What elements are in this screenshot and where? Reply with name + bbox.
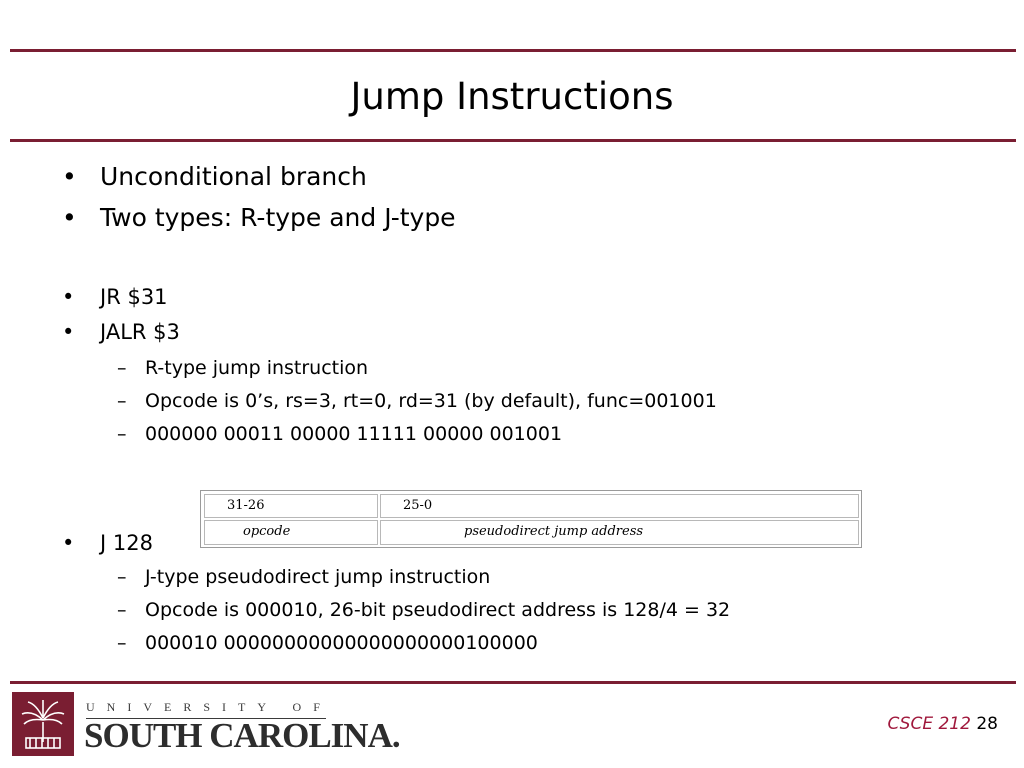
sub-bullet-item xyxy=(117,597,731,623)
sub-bullet-item xyxy=(117,355,369,381)
title-divider xyxy=(10,139,1016,142)
logo-university-text: UNIVERSITY OF xyxy=(86,700,332,714)
dash-marker: – xyxy=(117,566,127,588)
slide-footer xyxy=(888,714,999,734)
footer-rule xyxy=(10,681,1016,684)
dash-marker: – xyxy=(117,390,127,412)
dash-marker: – xyxy=(117,423,127,445)
sub-bullet-item xyxy=(117,421,563,447)
dash-marker: – xyxy=(117,632,127,654)
bullet-dot: • xyxy=(62,531,75,555)
sub-bullet-text: R-type jump instruction xyxy=(145,357,369,379)
field-name: opcode xyxy=(243,524,291,539)
j-format-table xyxy=(200,490,862,548)
bullet-item xyxy=(62,319,180,345)
table-field-cell xyxy=(204,520,378,545)
sub-bullet-item xyxy=(117,564,491,590)
bullet-item xyxy=(62,530,153,556)
logo-wordmark: SOUTH CAROLINA. xyxy=(84,716,400,755)
table-header-cell xyxy=(380,494,859,518)
table-field-cell xyxy=(380,520,859,545)
bullet-text: JALR $3 xyxy=(100,320,180,344)
bullet-text: Two types: R-type and J-type xyxy=(100,203,456,232)
page-number: 28 xyxy=(976,714,998,734)
bullet-dot: • xyxy=(62,285,75,309)
sub-bullet-item xyxy=(117,388,717,414)
top-rule xyxy=(10,49,1016,52)
palmetto-logo-icon xyxy=(12,692,74,756)
bullet-dot: • xyxy=(62,320,75,344)
sub-bullet-text: Opcode is 000010, 26-bit pseudodirect address is 128/4 = 32 xyxy=(145,599,731,621)
table-header-cell xyxy=(204,494,378,518)
bullet-text: Unconditional branch xyxy=(100,162,367,191)
sub-bullet-text: J-type pseudodirect jump instruction xyxy=(145,566,491,588)
sub-bullet-item xyxy=(117,630,538,656)
bit-range-label: 25-0 xyxy=(403,498,433,513)
bullet-item xyxy=(62,284,168,310)
bullet-item xyxy=(62,202,456,234)
sub-bullet-text: 000010 00000000000000000000100000 xyxy=(145,632,538,654)
sub-bullet-text: 000000 00011 00000 11111 00000 001001 xyxy=(145,423,563,445)
bit-range-label: 31-26 xyxy=(227,498,265,513)
slide-title: Jump Instructions xyxy=(350,75,674,118)
course-label: CSCE 212 xyxy=(887,714,971,734)
dash-marker: – xyxy=(117,599,127,621)
bullet-text: JR $31 xyxy=(100,285,168,309)
field-name: pseudodirect jump address xyxy=(464,524,644,539)
bullet-dot: • xyxy=(62,162,77,191)
dash-marker: – xyxy=(117,357,127,379)
bullet-text: J 128 xyxy=(100,531,153,555)
sub-bullet-text: Opcode is 0’s, rs=3, rt=0, rd=31 (by default), func=001001 xyxy=(145,390,717,412)
bullet-item xyxy=(62,161,367,193)
bullet-dot: • xyxy=(62,203,77,232)
